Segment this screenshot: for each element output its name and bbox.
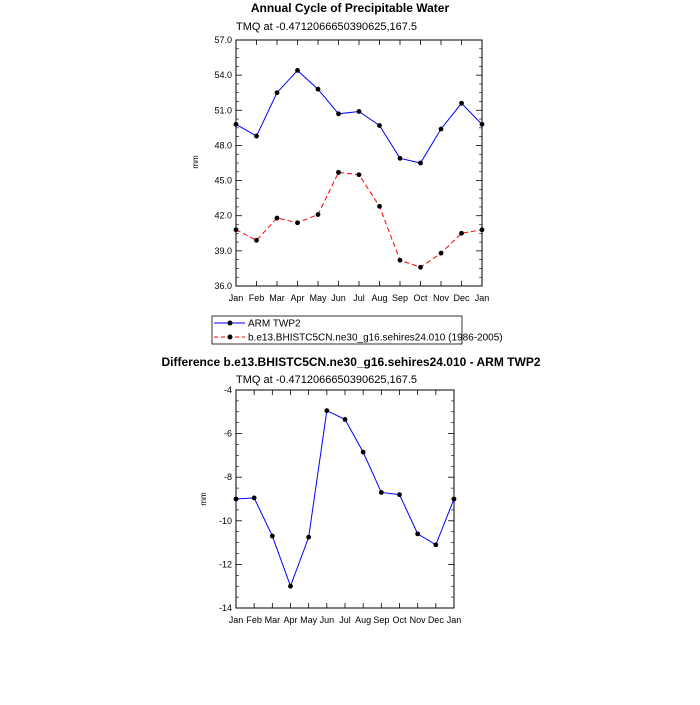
chart1-series2-point — [316, 212, 321, 217]
chart2-xtick-label: Jan — [228, 615, 244, 625]
chart2-ytick-label: -8 — [223, 472, 232, 483]
chart2-ytick-label: -14 — [218, 603, 232, 613]
chart2-xtick-label: Sep — [373, 615, 390, 625]
chart1-series1-point — [377, 123, 382, 128]
chart1-xtick-label: Jul — [353, 293, 365, 303]
chart2-xtick-label: Apr — [283, 615, 298, 625]
chart2-series1-point — [270, 534, 275, 539]
chart2-xtick-label: Jan — [446, 615, 462, 625]
chart1-xtick-label: Dec — [453, 293, 470, 303]
chart1-series1-point — [398, 156, 403, 161]
chart2-series1-point — [361, 450, 366, 455]
chart1-series1-point — [316, 87, 321, 92]
chart1-xtick-label: Nov — [432, 293, 450, 303]
chart1-xtick-label: Jan — [228, 293, 244, 303]
chart1-xtick-label: Jun — [331, 293, 346, 303]
chart1-series1-point — [439, 127, 444, 132]
chart1-series1-point — [418, 161, 423, 166]
chart2-ytick-label: -4 — [223, 385, 232, 395]
chart2-xtick-label: May — [300, 615, 318, 625]
chart1-series1-point — [275, 90, 280, 95]
chart1-series2-line — [236, 172, 482, 267]
chart1-series2-point — [275, 216, 280, 221]
chart1-xtick-label: Mar — [269, 293, 285, 303]
chart2-series1-point — [397, 492, 402, 497]
chart1-ytick-label: 36.0 — [214, 281, 232, 291]
chart2-series1-line — [236, 411, 454, 586]
legend-marker-series1 — [228, 321, 233, 326]
chart1-y-axis-label: mm — [191, 155, 200, 169]
chart1-series2-point — [234, 227, 239, 232]
chart2-xtick-label: Mar — [264, 615, 281, 625]
legend-label-series2: b.e13.BHISTC5CN.ne30_g16.sehires24.010 (1986-2005) — [248, 332, 503, 344]
chart1-xtick-label: Feb — [248, 293, 265, 303]
chart1-series2-point — [439, 251, 444, 256]
chart1-ytick-label: 54.0 — [214, 70, 232, 81]
chart1-series2-point — [254, 238, 259, 243]
legend-label-series1: ARM TWP2 — [248, 318, 301, 330]
chart1-series1-point — [336, 111, 341, 116]
chart1-frame — [236, 40, 482, 286]
chart1-series1-point — [480, 122, 485, 127]
chart2-xtick-label: Jun — [319, 615, 335, 625]
chart2-ytick-label: -12 — [218, 559, 232, 570]
chart2-ytick-label: -6 — [223, 428, 232, 439]
chart1-ytick-label: 51.0 — [214, 105, 232, 116]
chart1-ytick-label: 45.0 — [214, 175, 232, 186]
chart1-plot — [214, 35, 489, 303]
chart2-xtick-label: Jul — [339, 615, 351, 625]
chart1-ytick-label: 42.0 — [214, 210, 232, 221]
chart2-series1-point — [415, 531, 420, 536]
chart1-series1-point — [357, 109, 362, 114]
chart1-series1-line — [236, 70, 482, 163]
chart1-series1-point — [459, 101, 464, 106]
chart1-ytick-label: 48.0 — [214, 140, 232, 151]
chart2-xtick-label: Nov — [409, 615, 426, 625]
chart2-series1-point — [288, 584, 293, 589]
chart1-series2-point — [295, 220, 300, 225]
chart1-series2-point — [459, 231, 464, 236]
chart2-series1-point — [234, 497, 239, 502]
chart1-series2-point — [480, 227, 485, 232]
chart1-subtitle: TMQ at -0.4712066650390625,167.5 — [236, 21, 418, 33]
chart1-xtick-label: Jan — [474, 293, 490, 303]
chart2-xtick-label: Dec — [427, 615, 444, 625]
chart2-series1-point — [252, 496, 257, 501]
chart1-xtick-label: Oct — [413, 293, 428, 303]
chart1-series1-point — [254, 134, 259, 139]
chart2-series1-point — [306, 535, 311, 540]
chart2-subtitle: TMQ at -0.4712066650390625,167.5 — [236, 374, 418, 386]
legend-marker-series2 — [228, 335, 233, 340]
chart1-xtick-label: Sep — [391, 293, 409, 303]
chart1-series2-point — [418, 265, 423, 270]
chart1-ytick-label: 39.0 — [214, 245, 232, 256]
chart1-series2-point — [377, 204, 382, 209]
chart2-ytick-label: -10 — [218, 515, 232, 526]
chart1-series1-point — [295, 68, 300, 73]
chart1-series1-point — [234, 122, 239, 127]
chart1-series2-point — [398, 258, 403, 263]
chart2-frame — [236, 390, 454, 608]
chart2-series1-point — [452, 497, 457, 502]
chart2-y-axis-label: mm — [199, 492, 208, 506]
chart1-ytick-label: 57.0 — [214, 35, 232, 45]
chart1-xtick-label: Apr — [290, 293, 305, 303]
chart2-plot — [219, 385, 461, 625]
chart1-title: Annual Cycle of Precipitable Water — [250, 1, 450, 15]
chart1-xtick-label: May — [309, 293, 327, 303]
chart2-series1-point — [433, 542, 438, 547]
chart1-legend — [212, 316, 503, 344]
chart2-series1-point — [343, 417, 348, 422]
chart2-title: Difference b.e13.BHISTC5CN.ne30_g16.sehires24.010 - ARM TWP2 — [161, 355, 541, 369]
chart1-series2-point — [357, 172, 362, 177]
chart2-xtick-label: Oct — [392, 615, 407, 625]
chart1-series2-point — [336, 170, 341, 175]
chart2-series1-point — [379, 490, 384, 495]
chart1-xtick-label: Aug — [371, 293, 388, 303]
chart2-series1-point — [324, 408, 329, 413]
chart2-xtick-label: Feb — [246, 615, 262, 625]
chart2-xtick-label: Aug — [355, 615, 372, 625]
